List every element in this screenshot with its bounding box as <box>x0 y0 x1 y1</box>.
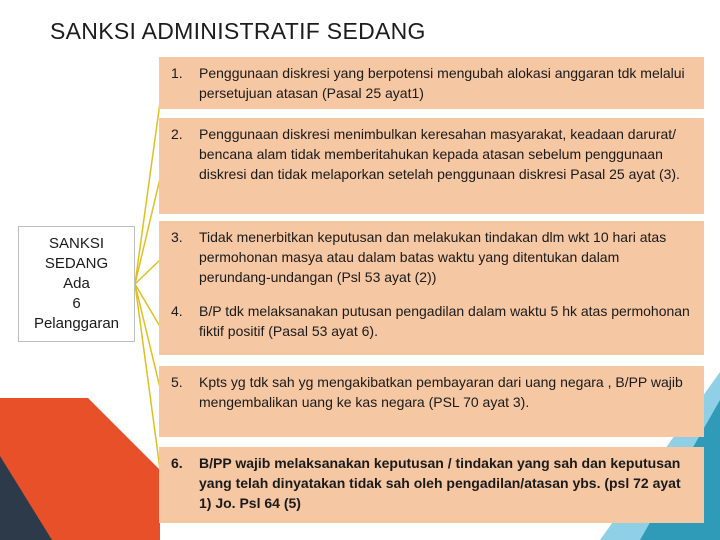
violation-item-3 <box>171 227 690 287</box>
left-box-line-4: 6 <box>72 295 81 312</box>
item-text: Tidak menerbitkan keputusan dan melakukan tindakan dlm wkt 10 hari atas permohonan masya atau dalam batas waktu yang ditentukan dalam perundang-undangan (Psl 53 ayat (2)) <box>199 229 667 285</box>
item-number: 1. <box>171 65 183 81</box>
connector-lines <box>135 88 162 484</box>
item-number: 3. <box>171 229 183 245</box>
left-box-line-1: SANKSI <box>48 235 105 252</box>
connector-3 <box>135 258 162 284</box>
item-text: B/PP wajib melaksanakan keputusan / tindakan yang sah dan keputusan yang telah dinyatakan tidak sah oleh pengadilan/atasan ybs. (psl 72 ayat 1) Jo. Psl 64 (5) <box>199 455 681 511</box>
item-text: B/P tdk melaksanakan putusan pengadilan dalam waktu 5 hk atas permohonan fiktif positif (Pasal 53 ayat 6). <box>199 303 690 339</box>
item-number: 4. <box>171 303 183 319</box>
left-box-line-5: Pelanggaran <box>33 315 120 332</box>
item-text: Penggunaan diskresi yang berpotensi mengubah alokasi anggaran tdk melalui persetujuan atasan (Pasal 25 ayat1) <box>199 65 685 101</box>
connector-4 <box>135 284 162 330</box>
item-number: 2. <box>171 126 183 142</box>
left-box-line-3: Ada <box>63 275 90 292</box>
left-summary-box <box>18 226 135 342</box>
violation-item-6 <box>159 447 704 523</box>
violation-item-5 <box>159 366 704 437</box>
violation-item-2 <box>159 118 704 214</box>
item-text: Penggunaan diskresi menimbulkan keresahan masyarakat, keadaan darurat/ bencana alam tidak memberitahukan kepada atasan sebelum penggunaan diskresi dan tidak melaporkan setelah penggunaan diskresi Pasal 25 ayat (3). <box>199 126 680 182</box>
violation-items-3-4-box <box>159 221 704 355</box>
left-box-line-2: SEDANG <box>44 255 109 272</box>
item-text: Kpts yg tdk sah yg mengakibatkan pembayaran dari uang negara , B/PP wajib mengembalikan uang ke kas negara (PSL 70 ayat 3). <box>199 374 683 410</box>
item-number: 6. <box>171 455 183 471</box>
item-number: 5. <box>171 374 183 390</box>
violation-item-1 <box>159 57 704 109</box>
slide-title: SANKSI ADMINISTRATIF SEDANG <box>50 18 426 44</box>
violation-item-4 <box>171 301 690 341</box>
